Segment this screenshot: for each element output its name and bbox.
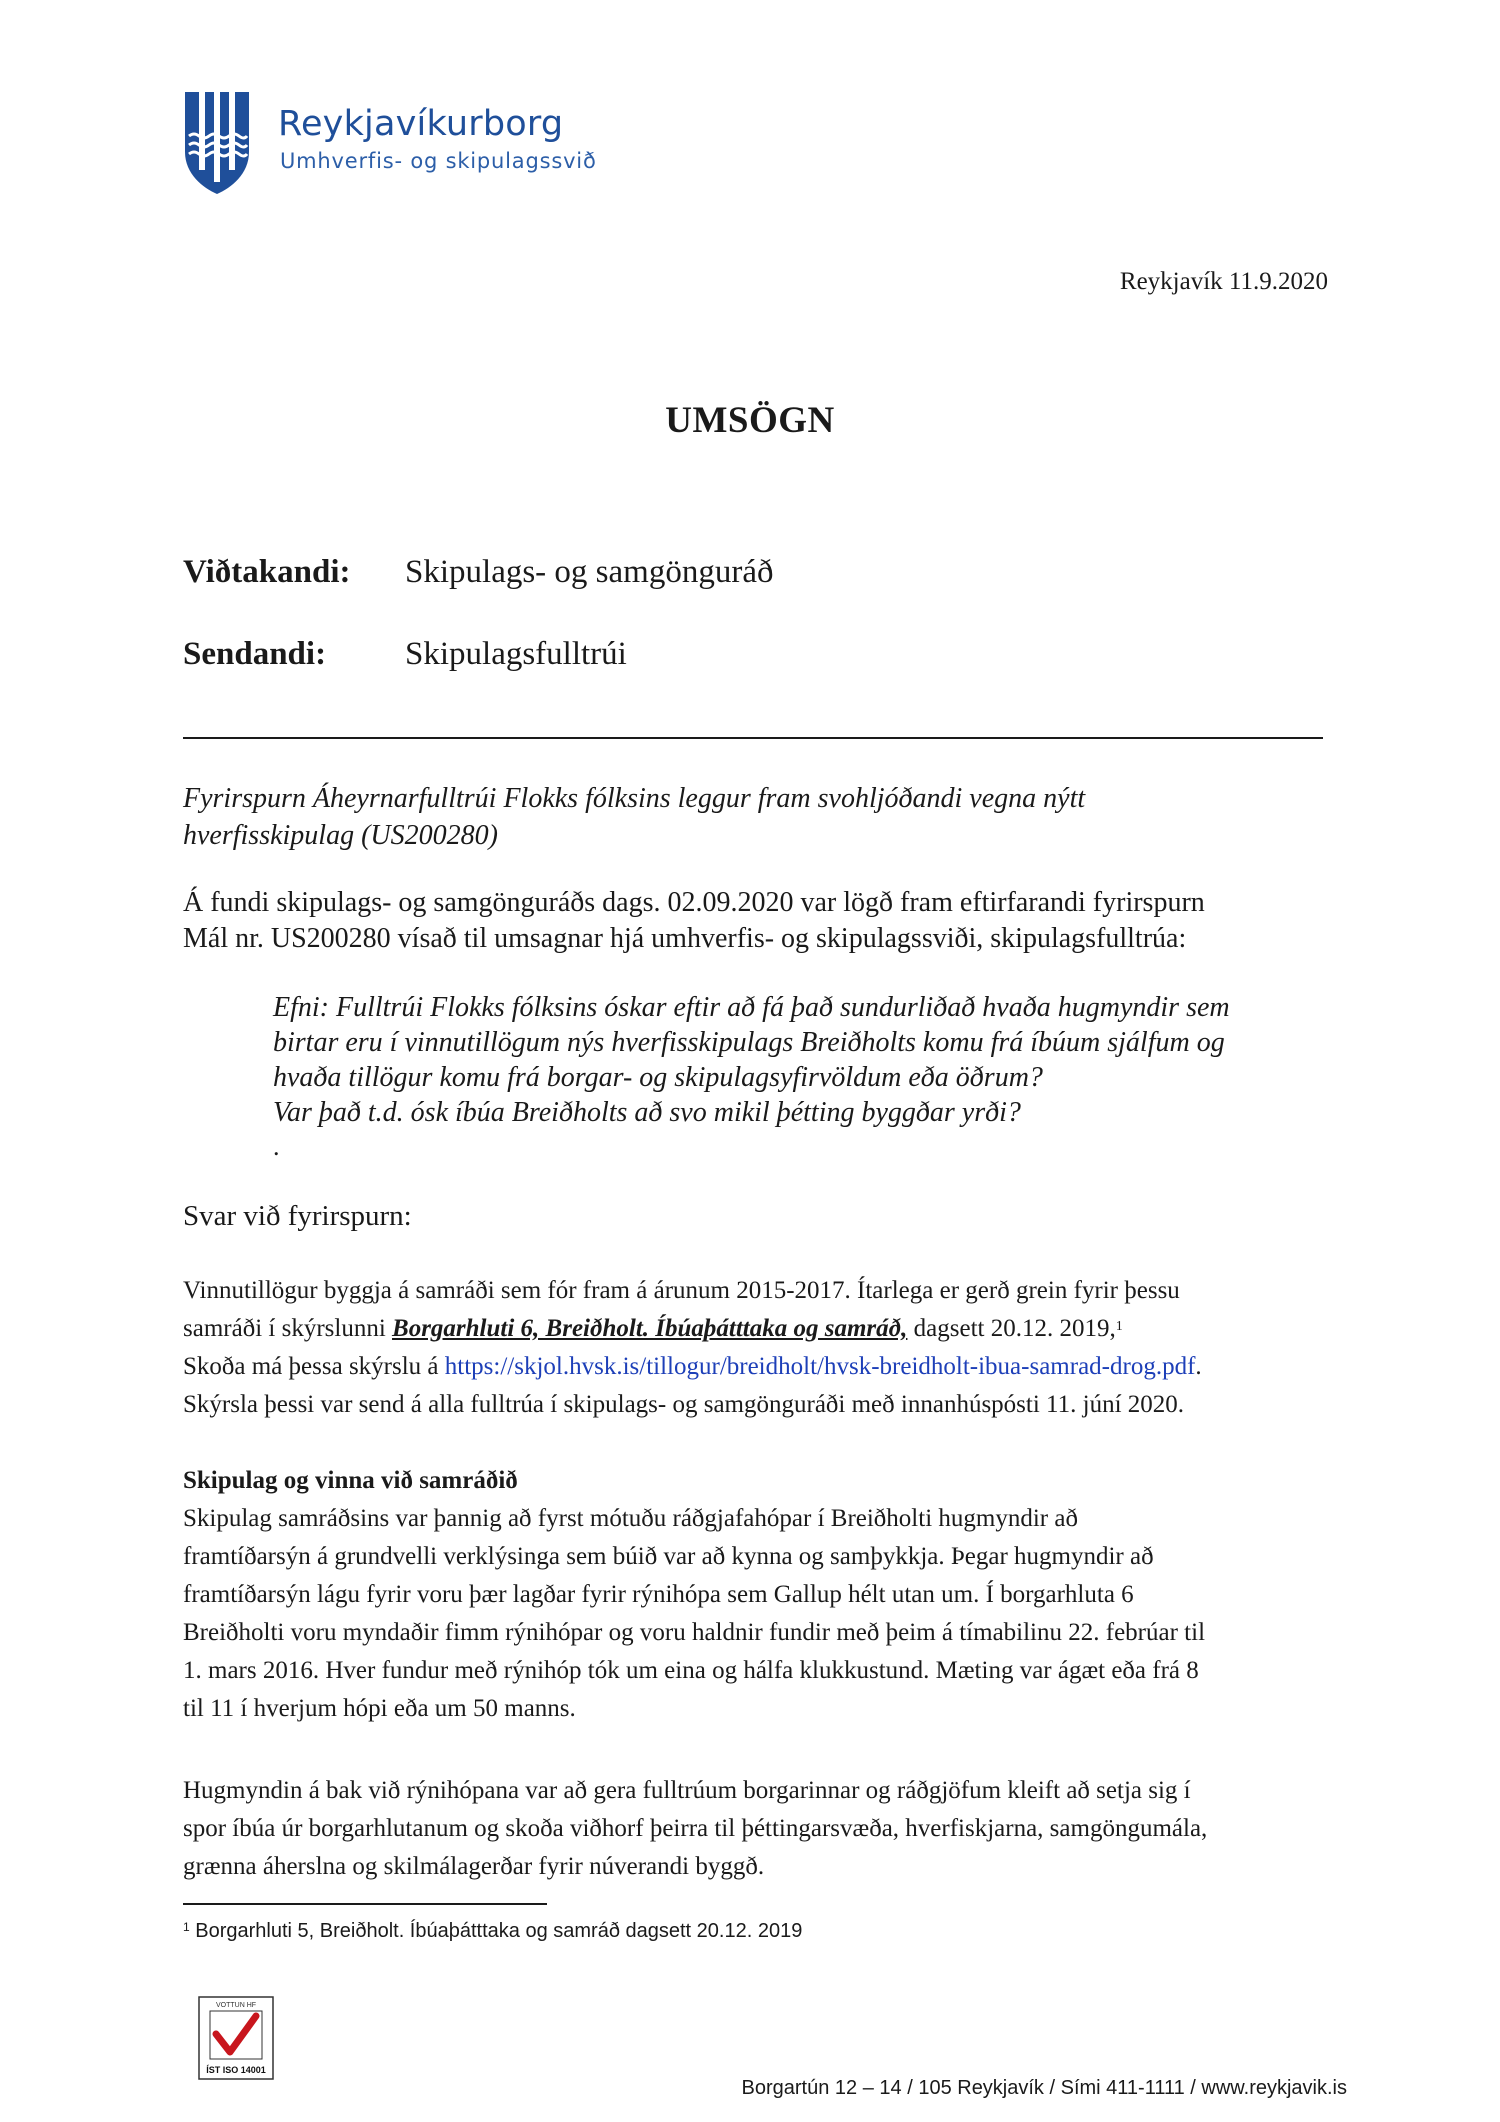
svg-text:ÍST ISO 14001: ÍST ISO 14001 — [206, 2065, 266, 2075]
org-department: Umhverfis- og skipulagssvið — [280, 149, 597, 173]
answer-paragraph: Vinnutillögur byggja á samráði sem fór fram á árunum 2015-2017. Ítarlega er gerð grein fyrir þessu samráði í skýrslunni Borgarhluti 6, Breiðholt. Íbúaþátttaka og samráð, dagsett 20.12. 2019,$^1$ Skoða má þessa skýrslu á https://skjol.hvsk.is/tillogur/breidholt/hvsk-breidholt-ibua-samrad-drog.pdf. Skýrsla þessi var send á alla fulltrúa í skipulags- og samgönguráði með innanhúspósti 11. júní 2020. — [183, 1277, 1202, 1418]
recipient-label: Viðtakandi: — [183, 554, 351, 590]
report-link[interactable]: https://skjol.hvsk.is/tillogur/breidholt/hvsk-breidholt-ibua-samrad-drog.pdf — [444, 1353, 1196, 1380]
page-title: UMSÖGN — [665, 400, 835, 441]
sender-value: Skipulagsfulltrúi — [405, 636, 627, 672]
quote-dot: . — [273, 1132, 280, 1161]
answer-heading: Svar við fyrirspurn: — [183, 1200, 412, 1232]
document-date: Reykjavík 11.9.2020 — [1119, 268, 1328, 295]
section-heading: Skipulag og vinna við samráðið — [183, 1467, 518, 1494]
footnote: $^1$ Borgarhluti 5, Breiðholt. Íbúaþátttaka og samráð dagsett 20.12. 2019 — [183, 1920, 803, 1942]
inquiry-subject: Fyrirspurn Áheyrnarfulltrúi Flokks fólksins leggur fram svohljóðandi vegna nýtt hverfisskipulag (US200280) — [183, 783, 1086, 851]
iso-certification-badge — [198, 1996, 274, 2080]
svg-text:VOTTUN HF: VOTTUN HF — [215, 2002, 257, 2009]
section-paragraph-2: Hugmyndin á bak við rýnihópana var að gera fulltrúum borgarinnar og ráðgjöfum kleift að setja sig í spor íbúa úr borgarhlutanum og skoða viðhorf þeirra til þéttingarsvæða, hverfiskjarna, samgöngumála, grænna áherslna og skilmálagerðar fyrir núverandi byggð. — [183, 1777, 1208, 1880]
footer-address: Borgartún 12 – 14 / 105 Reykjavík / Sími 411-1111 / www.reykjavik.is — [741, 2077, 1347, 2099]
section-paragraph-1: Skipulag samráðsins var þannig að fyrst mótuðu ráðgjafahópar í Breiðholti hugmyndir að framtíðarsýn á grundvelli verklýsinga sem búið var að kynna og samþykkja. Þegar hugmyndir að framtíðarsýn lágu fyrir voru þær lagðar fyrir rýnihópa sem Gallup hélt utan um. Í borgarhluta 6 Breiðholti voru myndaðir fimm rýnihópar og voru haldnir fundir með þeim á tímabilinu 22. febrúar til 1. mars 2016. Hver fundur með rýnihóp tók um eina og hálfa klukkustund. Mæting var ágæt eða frá 8 til 11 í hverjum hópi eða um 50 manns. — [183, 1505, 1206, 1722]
meeting-paragraph: Á fundi skipulags- og samgönguráðs dags. 02.09.2020 var lögð fram eftirfarandi fyrirspurn Mál nr. US200280 vísað til umsagnar hjá umhverfis- og skipulagssviði, skipulagsfulltrúa: — [183, 887, 1205, 954]
quoted-question: Efni: Fulltrúi Flokks fólksins óskar eftir að fá það sundurliðað hvaða hugmyndir sem birtar eru í vinnutillögum nýs hverfisskipulags Breiðholts komu frá íbúum sjálfum og hvaða tillögur komu frá borgar- og skipulagsyfirvöldum eða öðrum? Var það t.d. ósk íbúa Breiðholts að svo mikil þétting byggðar yrði? — [273, 992, 1230, 1128]
recipient-value: Skipulags- og samgönguráð — [405, 554, 774, 590]
footnote-separator — [183, 1903, 547, 1905]
separator-line — [183, 737, 1323, 739]
report-title: Borgarhluti 6, Breiðholt. Íbúaþátttaka og samráð, — [392, 1315, 908, 1342]
sender-label: Sendandi: — [183, 636, 327, 672]
reykjavik-crest-logo — [183, 90, 251, 196]
org-name: Reykjavíkurborg — [278, 104, 564, 144]
footnote-ref: 1 — [1115, 1319, 1123, 1334]
